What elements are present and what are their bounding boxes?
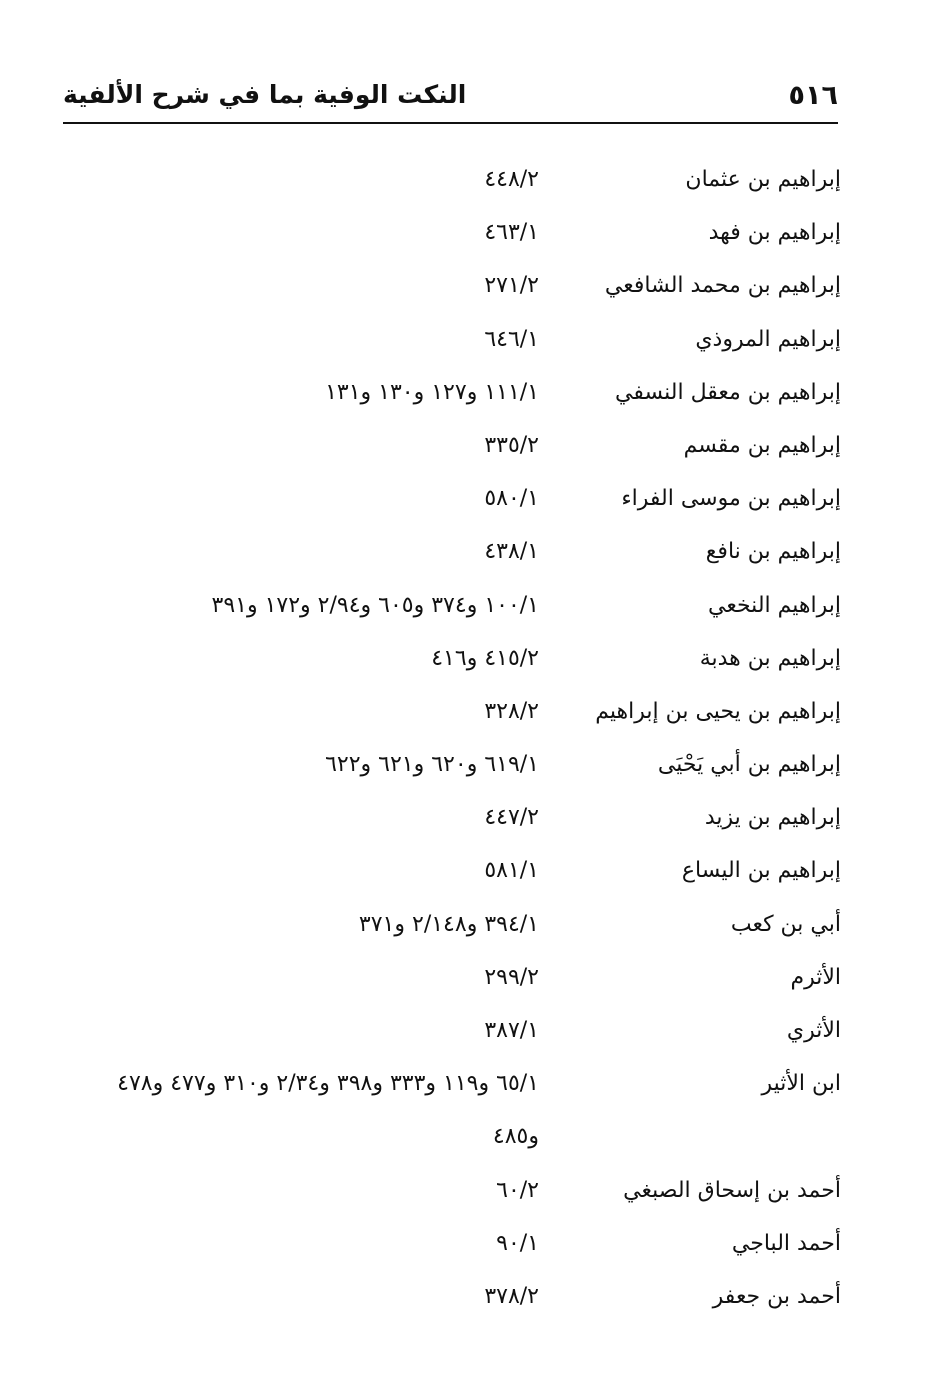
entry-page-references: ٤٦٣/١ [484, 220, 539, 246]
entry-page-references: ٦٠/٢ [496, 1177, 539, 1203]
index-entry [0, 1059, 944, 1112]
entry-name: إبراهيم بن فهد [708, 220, 841, 246]
entry-name: إبراهيم بن مقسم [683, 432, 841, 458]
index-entry [0, 315, 944, 368]
index-entry [0, 900, 944, 953]
entry-name: إبراهيم بن موسى الفراء [621, 486, 841, 512]
entry-page-references: ٤٤٧/٢ [484, 805, 539, 831]
entry-page-references: ٤٣٨/١ [484, 539, 539, 565]
index-entry [0, 368, 944, 421]
entry-name: إبراهيم بن هدبة [699, 645, 841, 671]
entry-name: إبراهيم بن اليساع [681, 858, 841, 884]
entry-page-references: ٣٨٧/١ [484, 1018, 539, 1043]
entry-page-references: ١١١/١ و١٢٧ و١٣٠ و١٣١ [325, 379, 539, 405]
page-header [63, 72, 838, 124]
index-entry [0, 208, 944, 261]
index-entry [0, 953, 944, 1006]
entry-page-references: ٣٣٥/٢ [484, 432, 539, 458]
index-entry [0, 527, 944, 580]
name-index-list [0, 155, 944, 1325]
entry-name: أحمد بن إسحاق الصبغي [623, 1177, 841, 1203]
entry-page-references: ٦١٩/١ و٦٢٠ و٦٢١ و٦٢٢ [325, 752, 539, 778]
index-entry [0, 634, 944, 687]
entry-name: ابن الأثير [761, 1071, 841, 1097]
index-entry [0, 421, 944, 474]
entry-page-references: ٩٠/١ [496, 1230, 539, 1256]
index-entry [0, 793, 944, 846]
entry-name: إبراهيم بن معقل النسفي [615, 379, 841, 405]
entry-name: إبراهيم بن محمد الشافعي [604, 273, 841, 299]
entry-page-references: ٥٨١/١ [484, 858, 539, 884]
entry-page-references: و٤٨٥ [492, 1124, 539, 1150]
index-entry [0, 740, 944, 793]
index-entry [0, 846, 944, 899]
index-entry [0, 581, 944, 634]
entry-page-references: ٢٧١/٢ [484, 273, 539, 299]
index-entry [0, 1272, 944, 1325]
page-number: ٥١٦ [788, 80, 838, 111]
index-entry [0, 155, 944, 208]
entry-page-references: ٦٤٦/١ [484, 326, 539, 352]
entry-name: أحمد بن جعفر [712, 1283, 841, 1309]
entry-page-references: ٤٤٨/٢ [484, 167, 539, 192]
entry-page-references: ٥٨٠/١ [484, 486, 539, 512]
index-entry [0, 1112, 944, 1165]
entry-name: إبراهيم بن نافع [705, 539, 841, 565]
entry-name: إبراهيم النخعي [708, 592, 841, 618]
entry-name: أحمد الباجي [731, 1230, 841, 1256]
entry-name: إبراهيم بن أبي يَحْيَى [657, 752, 841, 778]
entry-name: إبراهيم بن يحيى بن إبراهيم [595, 698, 841, 724]
entry-page-references: ٦٥/١ و١١٩ و٣٣٣ و٣٩٨ و٢/٣٤ و٣١٠ و٤٧٧ و٤٧٨ [117, 1071, 539, 1097]
entry-name: إبراهيم بن عثمان [685, 167, 841, 192]
entry-page-references: ٤١٥/٢ و٤١٦ [431, 645, 539, 671]
entry-page-references: ١٠٠/١ و٣٧٤ و٦٠٥ و٢/٩٤ و١٧٢ و٣٩١ [211, 592, 539, 618]
index-entry [0, 687, 944, 740]
entry-page-references: ٣٧٨/٢ [484, 1283, 539, 1309]
index-entry [0, 1006, 944, 1059]
index-entry [0, 1219, 944, 1272]
index-entry [0, 1166, 944, 1219]
entry-page-references: ٣٩٤/١ و٢/١٤٨ و٣٧١ [358, 911, 539, 937]
entry-name: الأثري [786, 1018, 841, 1043]
entry-name: إبراهيم المروذي [695, 326, 841, 352]
running-title: النكت الوفية بما في شرح الألفية [63, 80, 467, 109]
entry-name: الأثرم [790, 964, 841, 990]
entry-name: أبي بن كعب [730, 911, 841, 937]
index-entry [0, 261, 944, 314]
entry-page-references: ٢٩٩/٢ [484, 964, 539, 990]
index-entry [0, 474, 944, 527]
entry-name: إبراهيم بن يزيد [704, 805, 841, 831]
entry-page-references: ٣٢٨/٢ [484, 698, 539, 724]
